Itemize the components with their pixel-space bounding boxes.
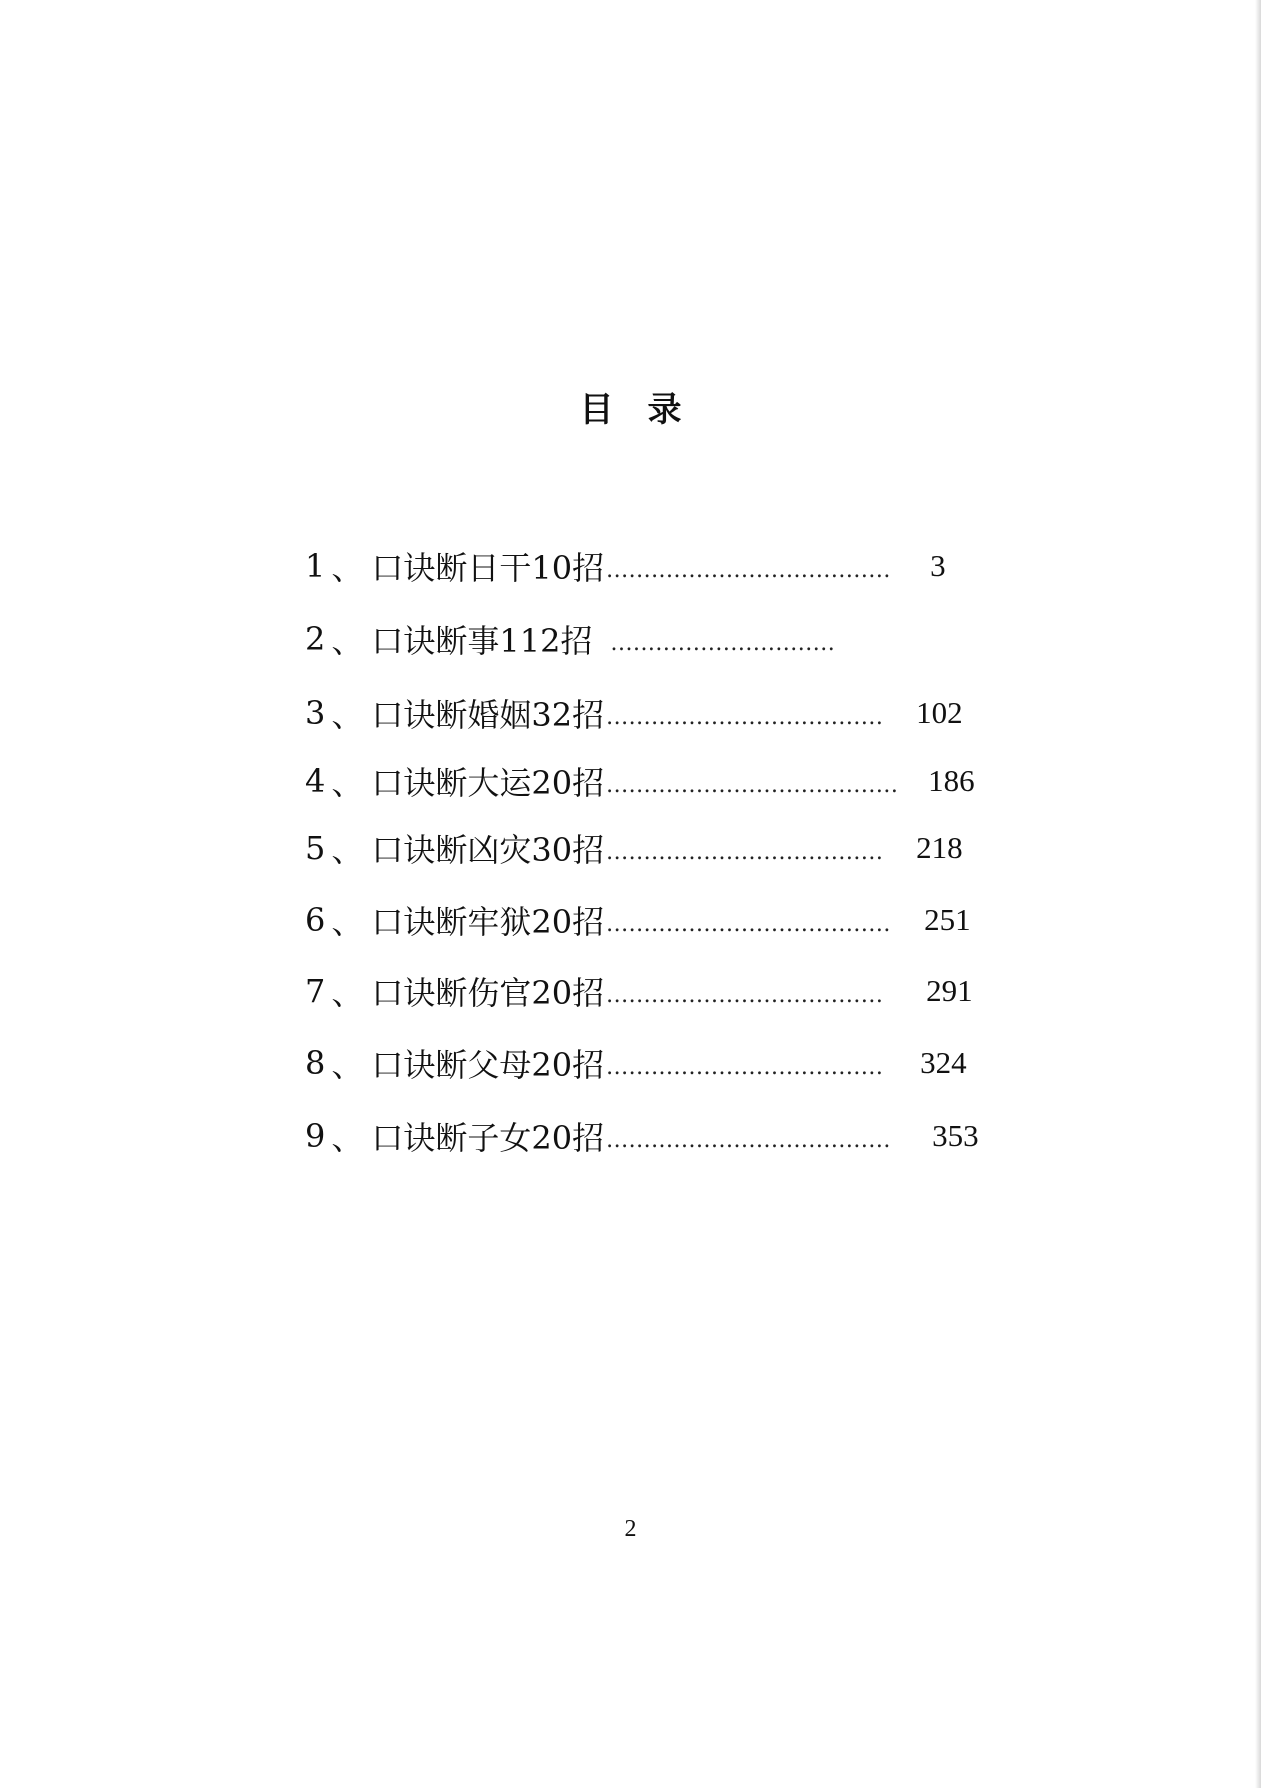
toc-entry-number: 5 [305,829,326,867]
toc-entry-label: 口诀断大运20招 [371,764,605,802]
toc-entry-label: 口诀断日干10招 [371,549,605,587]
toc-entry-number: 9 [305,1117,326,1155]
toc-entry-number: 7 [305,972,326,1010]
toc-entry-page: 291 [926,973,973,1008]
toc-entry-separator: 、 [331,622,364,660]
toc-entry-separator: 、 [331,974,364,1012]
toc-entry-number: 1 [305,547,326,585]
toc-entry-label: 口诀断伤官20招 [371,974,605,1012]
toc-entry-number: 6 [305,901,326,939]
toc-entry-separator: 、 [331,1119,364,1157]
toc-entry-3[interactable] [305,691,995,735]
toc-entry-4[interactable] [305,759,1005,803]
toc-entry-label: 口诀断牢狱20招 [371,903,605,941]
toc-title [0,382,1261,431]
toc-entry-leader-dots: ...................................... [606,1127,891,1153]
toc-entry-2[interactable] [305,617,985,661]
toc-entry-number: 3 [305,694,326,732]
toc-entry-5[interactable] [305,826,1005,870]
toc-entry-separator: 、 [331,1046,364,1084]
toc-entry-leader-dots: ..................................... [606,839,884,865]
toc-entry-page: 353 [932,1118,979,1153]
toc-title-second: 录 [647,390,682,430]
toc-entry-label: 口诀断子女20招 [371,1119,605,1157]
toc-entry-label: 口诀断凶灾30招 [371,831,605,869]
page-number: 2 [624,1516,637,1542]
toc-entry-page: 324 [920,1045,967,1080]
toc-entry-separator: 、 [331,764,364,802]
toc-entry-leader-dots: ..................................... [606,704,884,730]
toc-entry-separator: 、 [331,831,364,869]
toc-entry-page: 102 [916,695,963,730]
toc-entry-number: 2 [305,620,326,658]
toc-entry-separator: 、 [331,903,364,941]
toc-entry-page: 3 [930,548,946,583]
toc-entry-7[interactable] [305,969,1015,1013]
toc-entry-number: 4 [305,762,326,800]
toc-entry-leader-dots: .............................. [610,630,836,656]
toc-entry-page: 218 [916,830,963,865]
toc-entry-1[interactable] [305,544,985,588]
toc-entry-leader-dots: ....................................... [606,772,899,798]
toc-entry-label: 口诀断婚姻32招 [371,696,605,734]
toc-entry-leader-dots: ...................................... [606,557,891,583]
toc-title-first: 目 [579,390,614,430]
toc-entry-label: 口诀断父母20招 [371,1046,605,1084]
toc-entry-page: 251 [924,902,971,937]
toc-entry-label: 口诀断事112招 [371,622,593,660]
toc-entry-6[interactable] [305,898,1015,942]
toc-entry-number: 8 [305,1044,326,1082]
toc-entry-leader-dots: ..................................... [606,982,884,1008]
toc-entry-leader-dots: ...................................... [606,911,891,937]
toc-entry-leader-dots: ..................................... [606,1054,884,1080]
toc-entry-separator: 、 [331,549,364,587]
toc-entry-9[interactable] [305,1114,1015,1158]
toc-entry-8[interactable] [305,1041,1015,1085]
toc-entry-page: 186 [928,763,975,798]
toc-entry-separator: 、 [331,696,364,734]
